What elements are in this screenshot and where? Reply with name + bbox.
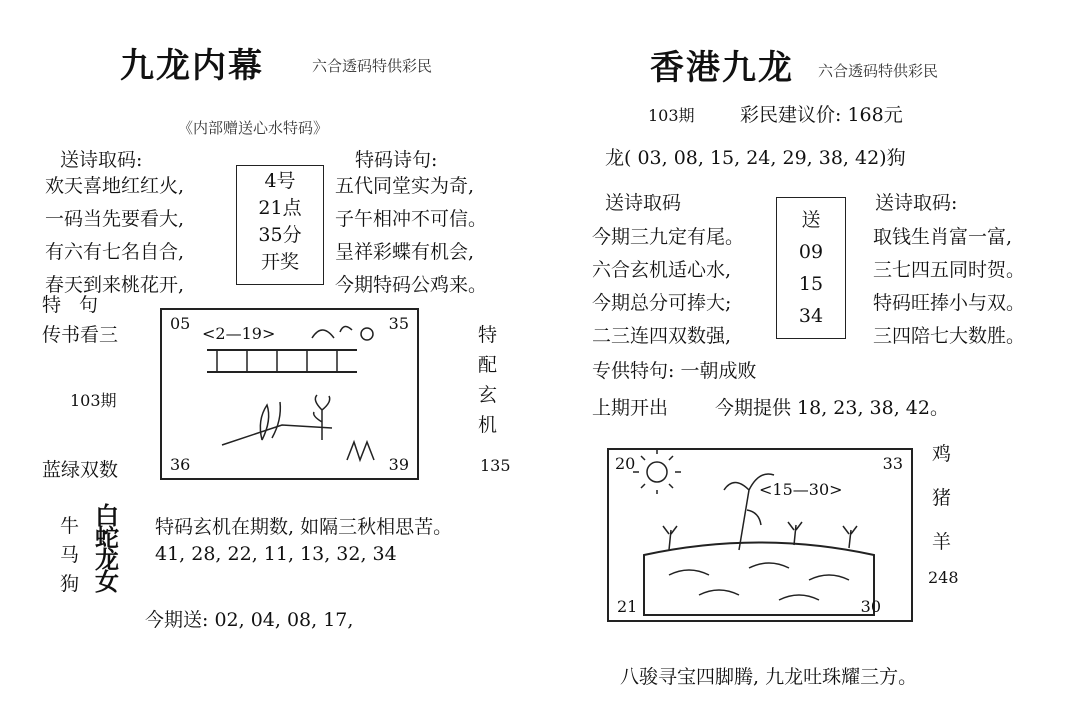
left-title: 九龙内幕 [120,46,264,86]
left-color-hint: 蓝绿双数 [42,459,119,481]
left-subtitle: 六合透码特供彩民 [312,57,433,75]
right-poem2-heading: 送诗取码: [875,192,958,214]
vertical-char: 玄 [478,384,498,406]
left-riddle: 特码玄机在期数, 如隔三秋相思苦。 [155,516,453,538]
poem-line: 子午相冲不可信。 [335,208,488,230]
poem-line: 今期三九定有尾。 [592,226,745,248]
left-vertical-text [478,320,497,440]
poem-line: 有六有七名自合, [45,241,185,263]
animal: 白 [95,501,119,530]
right-subtitle: 六合透码特供彩民 [818,62,939,80]
poem-line: 今期特码公鸡来。 [335,274,488,296]
vertical-char: 特 [478,324,498,346]
right-title: 香港九龙 [650,48,794,88]
animal: 蛇 [95,523,119,552]
box-line: 15 [798,273,824,295]
animals-right [95,501,119,596]
right-issue: 103期 [648,106,695,125]
left-illustration [160,308,419,480]
corner-br: 39 [388,455,409,474]
right-price: 彩民建议价: 168元 [740,104,903,126]
box-line: 34 [798,305,824,327]
vertical-char: 机 [478,414,498,436]
poem-line: 今期总分可捧大; [592,292,732,314]
corner-tr: 33 [882,454,903,473]
left-numbers: 41, 28, 22, 11, 13, 32, 34 [155,543,397,565]
poem-line: 三七四五同时贺。 [873,259,1026,281]
right-illustration [607,448,913,622]
left-banner: 《内部赠送心水特码》 [178,119,329,137]
poem-line: 五代同堂实为奇, [335,175,475,197]
poem-line: 欢天喜地红红火, [45,175,185,197]
animal: 狗 [60,573,80,595]
animal: 马 [60,544,80,566]
box-line: 21点 [258,197,302,219]
left-poem2-heading: 特码诗句: [355,149,438,171]
corner-bl: 21 [617,597,638,616]
left-poem1 [45,170,184,302]
right-poem2 [873,221,1025,353]
corner-tl: 05 [170,314,191,333]
poem-line: 二三连四双数强, [592,325,732,347]
range-text: <2—19> [202,324,276,343]
poem-line: 呈祥彩蝶有机会, [335,241,475,263]
right-center-box [776,197,846,339]
corner-tr: 35 [388,314,409,333]
left-phrase: 传书看三 [42,324,119,346]
range-text: <15—30> [759,480,843,499]
poem-line: 三四陪七大数胜。 [873,325,1026,347]
animal: 猪 [932,487,952,509]
right-offer: 今期提供 18, 23, 38, 42。 [715,397,949,419]
right-dragon-line: 龙( 03, 08, 15, 24, 29, 38, 42)狗 [605,147,906,169]
right-poem1 [592,221,744,353]
animal: 牛 [60,515,80,537]
vertical-char: 配 [478,354,498,376]
poem-line: 六合玄机适心水, [592,259,732,281]
animal: 女 [95,567,119,596]
animal: 鸡 [932,443,952,465]
right-animals [932,432,951,564]
poem-line: 一码当先要看大, [45,208,185,230]
left-issue: 103期 [70,391,117,410]
corner-br: 30 [860,597,881,616]
box-line: 开奖 [260,251,299,273]
poem-line: 春天到来桃花开, [45,274,185,296]
right-footer: 八骏寻宝四脚腾, 九龙吐珠耀三方。 [620,666,918,688]
box-line: 35分 [258,224,302,246]
right-special: 专供特句: 一朝成败 [592,360,757,382]
left-poem1-heading: 送诗取码: [60,149,143,171]
animal: 羊 [932,531,952,553]
corner-bl: 36 [170,455,191,474]
left-center-box [236,165,324,285]
poem-line: 取钱生肖富一富, [873,226,1013,248]
left-vertical-number: 135 [480,456,511,475]
left-special-label: 特 句 [42,294,105,316]
box-line: 09 [798,241,824,263]
right-poem1-heading: 送诗取码 [605,192,682,214]
poem-line: 特码旺捧小与双。 [873,292,1026,314]
left-poem2 [335,170,487,302]
left-gift: 今期送: 02, 04, 08, 17, [145,609,354,631]
animal: 龙 [95,545,119,574]
box-line: 送 [801,209,821,231]
corner-tl: 20 [615,454,636,473]
box-line: 4号 [264,170,296,192]
right-last-issue: 上期开出 [592,397,669,419]
animals-left [60,512,79,599]
right-animal-number: 248 [928,568,959,587]
